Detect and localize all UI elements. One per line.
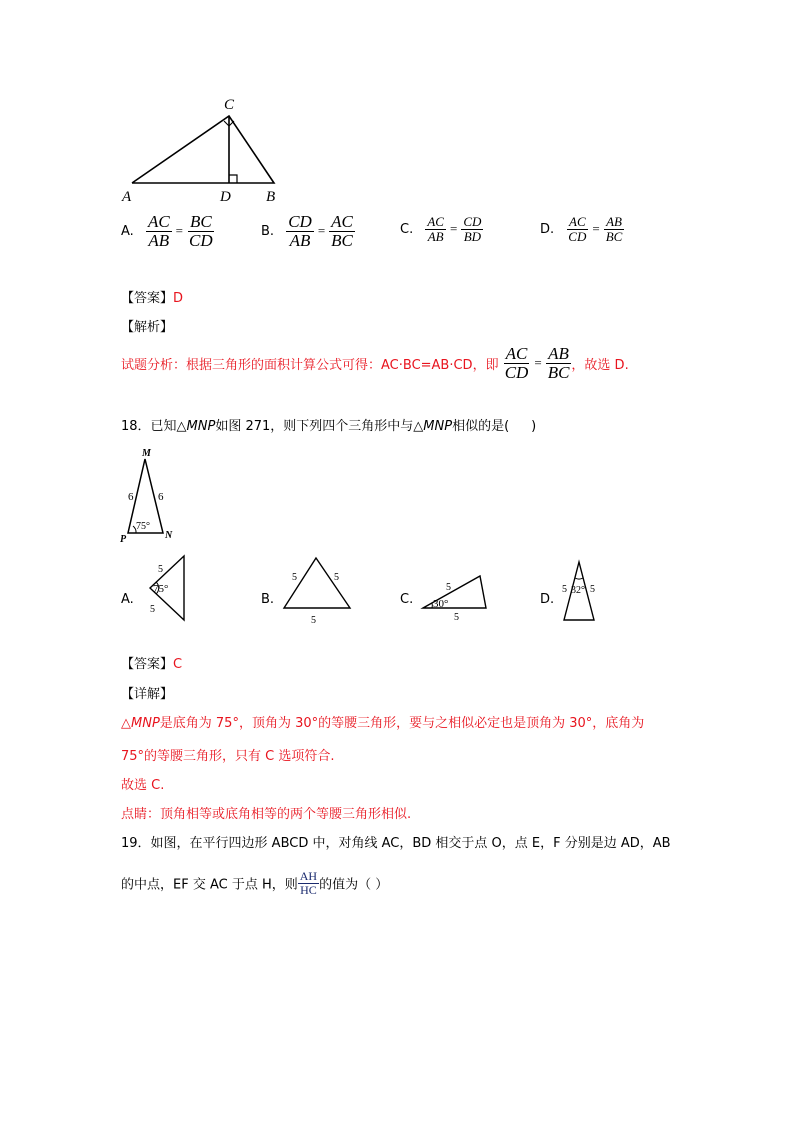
detail-text: △ <box>121 716 131 731</box>
q18-option-a-label: A. <box>121 592 134 607</box>
numerator: BC <box>189 212 212 231</box>
q17-option-c <box>400 215 483 243</box>
fraction <box>187 213 215 250</box>
q18-detail-line3: 故选 C. <box>121 778 165 793</box>
option-label: A. <box>121 223 134 239</box>
q17-analysis-text <box>121 345 629 382</box>
q18-question <box>121 415 536 434</box>
q18-option-b-triangle <box>278 552 360 628</box>
q18-option-a-triangle <box>138 548 198 628</box>
analysis-text-before: 试题分析：根据三角形的面积计算公式可得：AC·BC=AB·CD，即 <box>121 357 499 373</box>
denominator: AB <box>427 228 444 244</box>
q18-option-b-label: B. <box>261 592 275 607</box>
answer-tag: 【答案】 <box>121 657 174 672</box>
vertex-label-n: N <box>165 530 173 541</box>
side-label: 5 <box>311 615 316 626</box>
numerator: AC <box>331 212 353 231</box>
equals-sign: = <box>449 221 458 237</box>
figure-right-triangle <box>120 94 290 206</box>
triangle-name: MNP <box>186 419 216 434</box>
question-number: 18． <box>121 419 151 434</box>
q17-option-a <box>121 213 215 250</box>
side-label: 5 <box>292 572 297 583</box>
side-label: 5 <box>562 584 567 595</box>
side-label: 5 <box>446 582 451 593</box>
side-label-right: 6 <box>158 491 164 503</box>
denominator: BC <box>605 228 623 244</box>
angle-label: 30° <box>433 598 449 610</box>
q18-option-d-triangle <box>556 558 606 624</box>
option-label: B. <box>261 223 275 239</box>
q19-line2 <box>121 870 388 896</box>
question-text: 相似的是( <box>452 419 510 434</box>
denominator: BD <box>463 228 482 244</box>
q18-detail-line4: 点睛：顶角相等或底角相等的两个等腰三角形相似. <box>121 807 412 822</box>
fraction <box>425 215 446 243</box>
denominator: AB <box>289 230 311 250</box>
q17-analysis-tag: 【解析】 <box>121 320 174 335</box>
numerator: AB <box>606 214 622 229</box>
question-text: 如图，在平行四边形 ABCD 中，对角线 AC，BD 相交于点 O，点 E，F 分别是边 AD，AB <box>150 836 671 851</box>
option-label: D. <box>540 221 555 237</box>
q19-line1 <box>121 832 671 851</box>
numerator: AC <box>505 344 528 363</box>
numerator: AH <box>299 869 318 883</box>
denominator: HC <box>300 882 317 897</box>
vertex-label-c: C <box>224 97 235 113</box>
question-text: ) <box>531 419 537 434</box>
vertex-label-a: A <box>122 189 132 205</box>
fraction <box>461 215 483 243</box>
answer-value: C <box>173 657 183 672</box>
q18-answer <box>121 653 182 672</box>
equals-sign: = <box>592 221 600 237</box>
answer-tag: 【答案】 <box>121 291 174 306</box>
equals-sign: = <box>317 223 326 239</box>
fraction <box>503 345 531 382</box>
side-label-left: 6 <box>128 491 134 503</box>
numerator: AB <box>548 344 569 363</box>
analysis-text-after: ，故选 D. <box>571 357 629 373</box>
triangle-name: MNP <box>131 716 160 731</box>
numerator: CD <box>288 212 312 231</box>
side-label: 5 <box>590 584 595 595</box>
vertex-label-b: B <box>266 189 276 205</box>
answer-value: D <box>173 291 184 306</box>
denominator: BC <box>331 230 353 250</box>
angle-label: 75° <box>153 583 169 595</box>
q17-option-b <box>261 213 355 250</box>
triangle-name: MNP <box>423 419 453 434</box>
q17-option-d <box>540 215 624 243</box>
numerator: AC <box>569 214 586 229</box>
angle-label: 32° <box>571 585 585 596</box>
denominator: CD <box>189 230 213 250</box>
side-label: 5 <box>150 604 155 615</box>
denominator: CD <box>504 362 529 382</box>
vertex-label-d: D <box>220 189 231 205</box>
numerator: AC <box>147 212 170 231</box>
question-number: 19． <box>121 836 151 851</box>
fraction <box>298 870 319 896</box>
option-label: C. <box>400 221 414 237</box>
question-text: 的中点，EF 交 AC 于点 H，则 <box>121 877 298 893</box>
fraction <box>566 215 588 243</box>
vertex-label-p: P <box>120 534 127 545</box>
vertex-label-m: M <box>142 448 151 459</box>
angle-label: 75° <box>136 521 150 532</box>
denominator: CD <box>568 228 587 244</box>
side-label: 5 <box>334 572 339 583</box>
question-text: 如图 271，则下列四个三角形中与△ <box>215 419 424 434</box>
fraction <box>329 213 355 250</box>
side-label: 5 <box>454 612 459 623</box>
q17-answer <box>121 287 183 306</box>
fraction <box>286 213 314 250</box>
denominator: AB <box>148 230 170 250</box>
q18-option-c-label: C. <box>400 592 414 607</box>
q18-detail-tag: 【详解】 <box>121 687 174 702</box>
numerator: AC <box>427 214 444 229</box>
denominator: BC <box>547 362 570 382</box>
fraction <box>146 213 172 250</box>
figure-triangle-mnp <box>112 446 192 546</box>
numerator: CD <box>463 214 482 229</box>
equals-sign: = <box>534 355 542 371</box>
detail-text: 是底角为 75°，顶角为 30°的等腰三角形，要与之相似必定也是顶角为 30°，底角为 <box>159 716 645 731</box>
fraction <box>604 215 625 243</box>
fraction <box>546 345 572 382</box>
side-label: 5 <box>158 564 163 575</box>
q18-option-c-triangle <box>418 568 494 624</box>
question-text: 的值为（ ） <box>319 877 389 893</box>
q18-detail-line1 <box>121 712 644 731</box>
q18-detail-line2: 75°的等腰三角形，只有 C 选项符合. <box>121 749 335 764</box>
equals-sign: = <box>175 223 184 239</box>
question-text: 已知△ <box>150 419 187 434</box>
q18-option-d-label: D. <box>540 592 555 607</box>
